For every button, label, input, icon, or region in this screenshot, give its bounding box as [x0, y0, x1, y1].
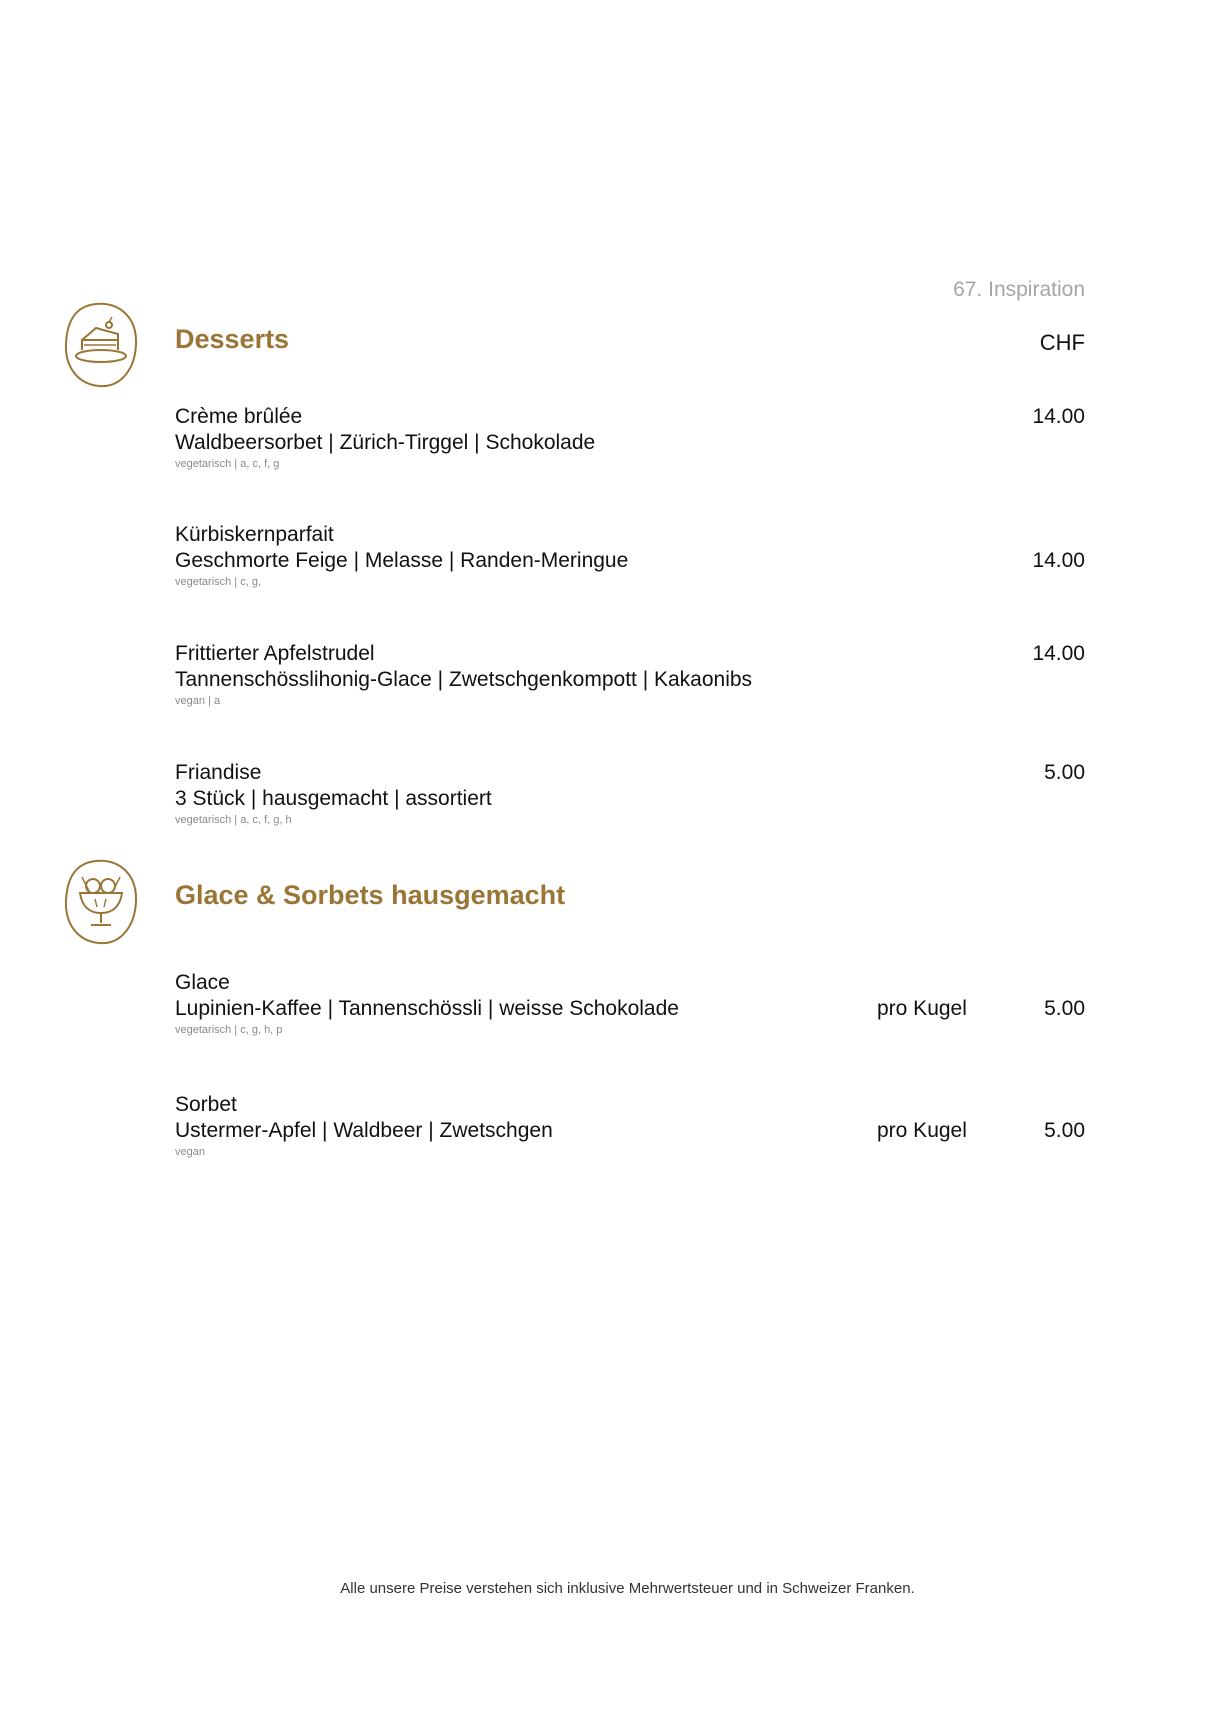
item-unit: pro Kugel: [877, 1119, 967, 1142]
menu-item: [175, 1092, 1085, 1172]
item-name: Sorbet: [175, 1093, 237, 1116]
item-diet-note: vegetarisch | c, g,: [175, 576, 262, 588]
footer-note: Alle unsere Preise verstehen sich inklusive Mehrwertsteuer und in Schweizer Franken.: [340, 1580, 915, 1597]
menu-item: [175, 404, 1085, 484]
item-description: Geschmorte Feige | Melasse | Randen-Meringue: [175, 549, 629, 572]
item-name: Glace: [175, 971, 230, 994]
item-price: 5.00: [1044, 997, 1085, 1020]
item-price: 5.00: [1044, 761, 1085, 784]
item-diet-note: vegetarisch | a, c, f, g, h: [175, 814, 292, 826]
section-title-glace: Glace & Sorbets hausgemacht: [175, 880, 566, 910]
menu-item: [175, 641, 1085, 721]
item-name: Crème brûlée: [175, 405, 303, 428]
item-description: Tannenschösslihonig-Glace | Zwetschgenkompott | Kakaonibs: [175, 668, 753, 691]
item-diet-note: vegetarisch | a, c, f, g: [175, 458, 280, 470]
section-title-desserts: Desserts: [175, 324, 290, 354]
item-price: 5.00: [1044, 1119, 1085, 1142]
item-description: Lupinien-Kaffee | Tannenschössli | weisse Schokolade: [175, 997, 679, 1020]
menu-item: [175, 760, 1085, 840]
cake-icon: [62, 300, 140, 390]
item-name: Kürbiskernparfait: [175, 523, 334, 546]
currency-label: CHF: [1039, 330, 1085, 355]
item-price: 14.00: [1032, 642, 1085, 665]
menu-item: [175, 970, 1085, 1050]
item-unit: pro Kugel: [877, 997, 967, 1020]
item-diet-note: vegan | a: [175, 695, 221, 707]
item-name: Friandise: [175, 761, 262, 784]
item-price: 14.00: [1032, 405, 1085, 428]
edition-label: 67. Inspiration: [953, 278, 1085, 301]
item-description: Waldbeersorbet | Zürich-Tirggel | Schokolade: [175, 431, 596, 454]
item-description: 3 Stück | hausgemacht | assortiert: [175, 787, 492, 810]
item-description: Ustermer-Apfel | Waldbeer | Zwetschgen: [175, 1119, 553, 1142]
item-diet-note: vegan: [175, 1146, 205, 1158]
menu-item: [175, 522, 1085, 602]
item-price: 14.00: [1032, 549, 1085, 572]
item-diet-note: vegetarisch | c, g, h, p: [175, 1024, 283, 1036]
ice-cream-sundae-icon: [62, 857, 140, 947]
item-name: Frittierter Apfelstrudel: [175, 642, 375, 665]
